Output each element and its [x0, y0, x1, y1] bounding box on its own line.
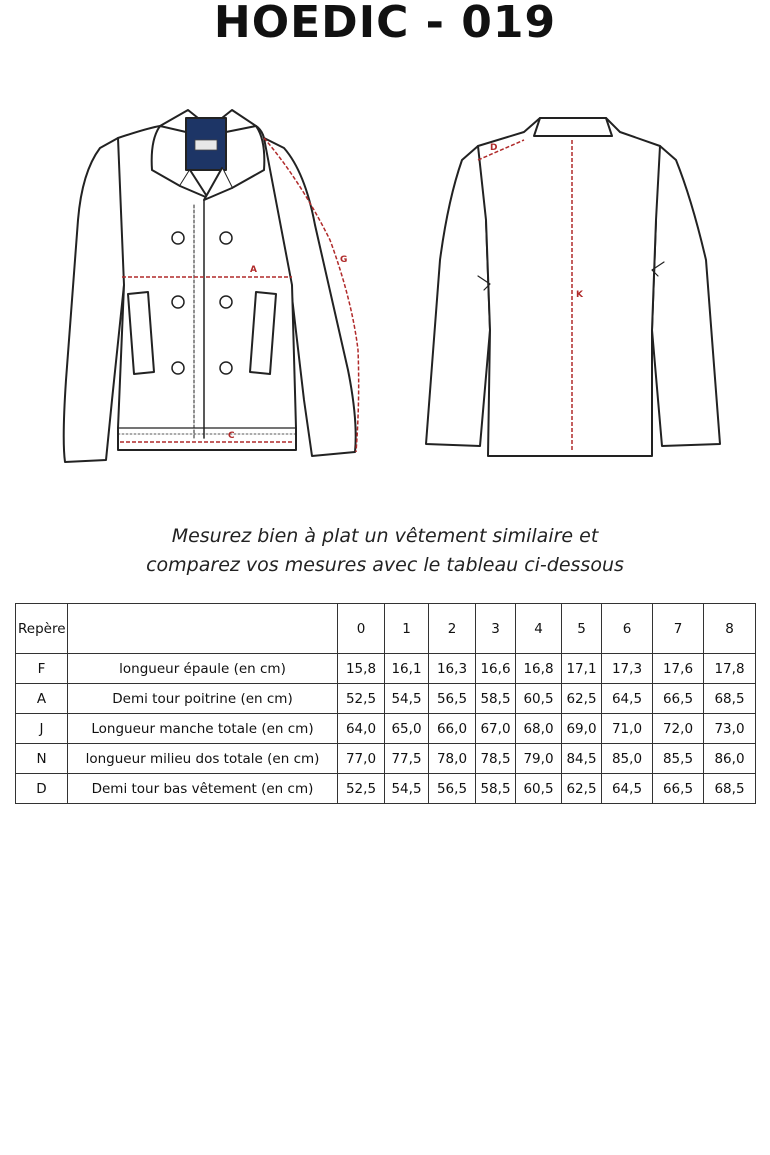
row-value: 17,6 — [653, 654, 704, 684]
row-value: 85,0 — [602, 744, 653, 774]
row-value: 65,0 — [385, 714, 429, 744]
row-value: 54,5 — [385, 684, 429, 714]
row-label: Demi tour poitrine (en cm) — [68, 684, 338, 714]
row-value: 15,8 — [338, 654, 385, 684]
row-value: 73,0 — [704, 714, 756, 744]
row-value: 72,0 — [653, 714, 704, 744]
row-value: 78,5 — [476, 744, 516, 774]
row-value: 16,3 — [429, 654, 476, 684]
header-size: 2 — [429, 604, 476, 654]
row-label: longueur milieu dos totale (en cm) — [68, 744, 338, 774]
row-label: longueur épaule (en cm) — [68, 654, 338, 684]
row-label: Longueur manche totale (en cm) — [68, 714, 338, 744]
header-size: 7 — [653, 604, 704, 654]
row-value: 68,5 — [704, 684, 756, 714]
row-value: 71,0 — [602, 714, 653, 744]
row-value: 17,8 — [704, 654, 756, 684]
row-mark: J — [16, 714, 68, 744]
row-value: 56,5 — [429, 774, 476, 804]
header-size: 8 — [704, 604, 756, 654]
row-value: 86,0 — [704, 744, 756, 774]
instructions-line-2: comparez vos mesures avec le tableau ci-dessous — [146, 554, 624, 576]
row-label: Demi tour bas vêtement (en cm) — [68, 774, 338, 804]
row-value: 64,5 — [602, 684, 653, 714]
row-value: 54,5 — [385, 774, 429, 804]
row-value: 77,5 — [385, 744, 429, 774]
table-row — [16, 654, 756, 684]
header-size: 0 — [338, 604, 385, 654]
row-value: 52,5 — [338, 774, 385, 804]
row-value: 64,0 — [338, 714, 385, 744]
row-value: 17,1 — [562, 654, 602, 684]
header-repere: Repère — [16, 604, 68, 654]
header-size: 5 — [562, 604, 602, 654]
header-label-blank — [68, 604, 338, 654]
row-value: 62,5 — [562, 684, 602, 714]
header-size: 3 — [476, 604, 516, 654]
row-value: 69,0 — [562, 714, 602, 744]
row-mark: N — [16, 744, 68, 774]
row-value: 64,5 — [602, 774, 653, 804]
row-value: 68,0 — [516, 714, 562, 744]
row-value: 60,5 — [516, 684, 562, 714]
row-value: 68,5 — [704, 774, 756, 804]
row-value: 56,5 — [429, 684, 476, 714]
header-size: 6 — [602, 604, 653, 654]
row-value: 66,5 — [653, 774, 704, 804]
measure-g-label: G — [340, 255, 348, 265]
header-size: 4 — [516, 604, 562, 654]
measuring-instructions — [0, 522, 770, 580]
row-value: 16,6 — [476, 654, 516, 684]
row-value: 78,0 — [429, 744, 476, 774]
row-value: 62,5 — [562, 774, 602, 804]
row-value: 77,0 — [338, 744, 385, 774]
row-value: 84,5 — [562, 744, 602, 774]
back-jacket-sketch — [426, 118, 720, 456]
row-value: 16,8 — [516, 654, 562, 684]
instructions-line-1: Mesurez bien à plat un vêtement similaire et — [171, 525, 599, 547]
measure-a-label: A — [250, 265, 257, 275]
row-value: 79,0 — [516, 744, 562, 774]
row-value: 60,5 — [516, 774, 562, 804]
row-mark: D — [16, 774, 68, 804]
size-chart-table — [15, 603, 756, 804]
row-value: 16,1 — [385, 654, 429, 684]
row-value: 17,3 — [602, 654, 653, 684]
row-value: 67,0 — [476, 714, 516, 744]
row-mark: A — [16, 684, 68, 714]
jacket-technical-drawing — [0, 95, 770, 480]
table-row — [16, 774, 756, 804]
row-value: 85,5 — [653, 744, 704, 774]
row-mark: F — [16, 654, 68, 684]
row-value: 52,5 — [338, 684, 385, 714]
table-row — [16, 684, 756, 714]
measure-c-label: C — [228, 431, 235, 441]
table-header-row — [16, 604, 756, 654]
measure-k-label: K — [576, 290, 583, 300]
row-value: 58,5 — [476, 774, 516, 804]
page-title: HOEDIC - 019 — [213, 0, 557, 48]
row-value: 58,5 — [476, 684, 516, 714]
table-row — [16, 744, 756, 774]
row-value: 66,5 — [653, 684, 704, 714]
header-size: 1 — [385, 604, 429, 654]
table-row — [16, 714, 756, 744]
row-value: 66,0 — [429, 714, 476, 744]
measure-d-label: D — [490, 143, 498, 153]
front-jacket-sketch — [64, 110, 356, 462]
